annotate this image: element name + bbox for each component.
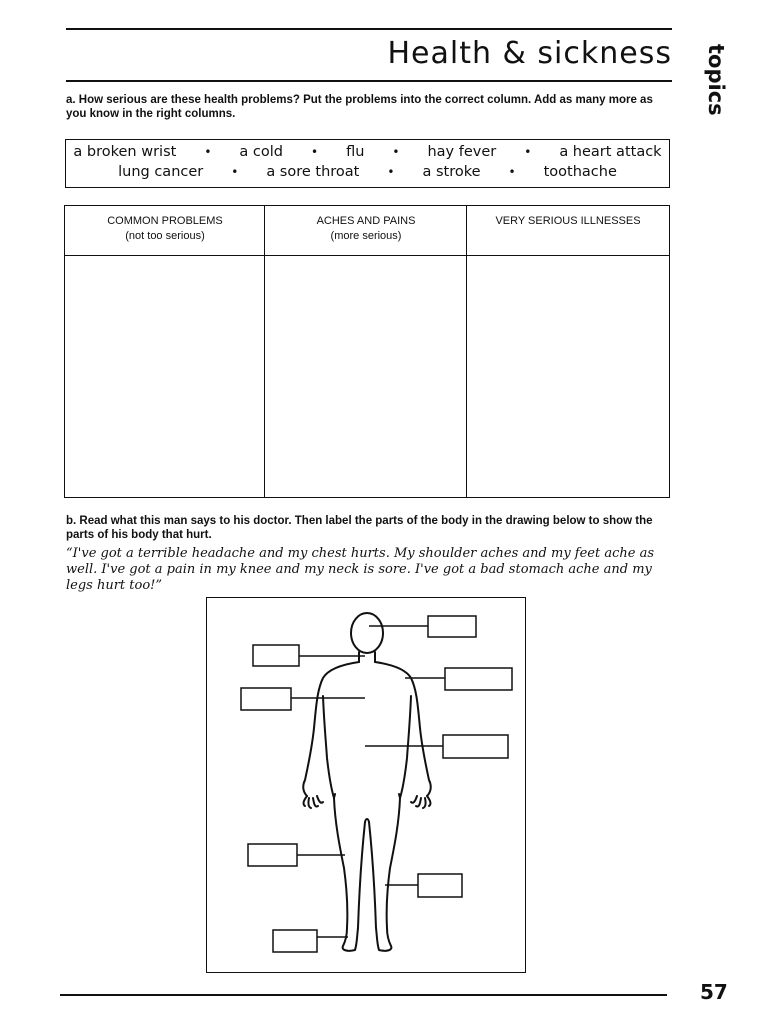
bullet: •	[231, 165, 239, 179]
instruction-a: a. How serious are these health problems? Put the problems into the correct column. Add as many more as you know in the right columns.	[66, 94, 653, 120]
label-box-leg[interactable]	[418, 874, 462, 897]
label-box-shoulder[interactable]	[445, 668, 512, 690]
arms-outline	[303, 662, 430, 796]
body-diagram-frame	[206, 597, 526, 973]
word-item: toothache	[543, 164, 617, 180]
word-row-1	[66, 144, 669, 160]
label-box-neck[interactable]	[253, 645, 299, 666]
bullet: •	[204, 145, 212, 159]
title-rule	[66, 80, 672, 82]
inner-arms-outline	[323, 696, 411, 798]
word-item: a sore throat	[266, 164, 360, 180]
sorting-table	[64, 205, 670, 498]
word-box	[65, 139, 670, 188]
column-subtitle: (not too serious)	[125, 230, 205, 242]
column-answer-area-common[interactable]	[65, 256, 265, 497]
left-hand-outline	[304, 794, 335, 808]
bullet: •	[310, 145, 319, 159]
word-item: a broken wrist	[73, 144, 177, 160]
body-outline	[303, 613, 430, 951]
crotch-outline	[365, 819, 369, 822]
head-outline	[351, 613, 383, 653]
column-title: VERY SERIOUS ILLNESSES	[495, 215, 641, 227]
topics-side-tab: topics	[704, 44, 728, 116]
label-box-foot[interactable]	[273, 930, 317, 952]
column-title: ACHES AND PAINS	[316, 215, 416, 227]
column-header-aches	[265, 206, 467, 256]
label-boxes	[241, 616, 512, 952]
word-item: lung cancer	[118, 164, 204, 180]
body-diagram	[207, 598, 525, 972]
column-answer-area-serious[interactable]	[467, 256, 669, 497]
word-item: a heart attack	[559, 144, 662, 160]
column-divider	[466, 206, 467, 497]
label-box-knee[interactable]	[248, 844, 297, 866]
label-box-stomach[interactable]	[443, 735, 508, 758]
word-item: a stroke	[422, 164, 481, 180]
word-item: flu	[346, 144, 365, 160]
patient-quote: “I've got a terrible headache and my chest hurts. My shoulder aches and my feet ache as well. I've got a pain in my knee and my neck is sore. I've got a bad stomach ache and my legs hurt too!”	[66, 546, 655, 593]
right-hand-outline	[399, 794, 430, 808]
word-item: a cold	[239, 144, 283, 160]
column-header-common	[65, 206, 265, 256]
word-row-2	[66, 164, 669, 180]
column-answer-area-aches[interactable]	[265, 256, 467, 497]
bullet: •	[392, 145, 400, 159]
column-header-serious	[467, 206, 669, 256]
label-box-chest[interactable]	[241, 688, 291, 710]
bullet: •	[508, 165, 516, 179]
left-leg-outline	[334, 798, 365, 951]
bullet: •	[387, 165, 395, 179]
column-title: COMMON PROBLEMS	[107, 215, 223, 227]
column-subtitle: (more serious)	[330, 230, 402, 242]
word-item: hay fever	[427, 144, 497, 160]
right-leg-outline	[369, 798, 400, 951]
bottom-rule	[60, 994, 667, 996]
column-divider	[264, 206, 265, 497]
top-rule	[66, 28, 672, 30]
label-box-head[interactable]	[428, 616, 476, 637]
page-number: 57	[700, 980, 728, 1004]
instruction-b: b. Read what this man says to his doctor. Then label the parts of the body in the drawing below to show the parts of his body that hurt.	[66, 515, 653, 541]
page-title: Health & sickness	[387, 36, 672, 71]
bullet: •	[524, 145, 532, 159]
